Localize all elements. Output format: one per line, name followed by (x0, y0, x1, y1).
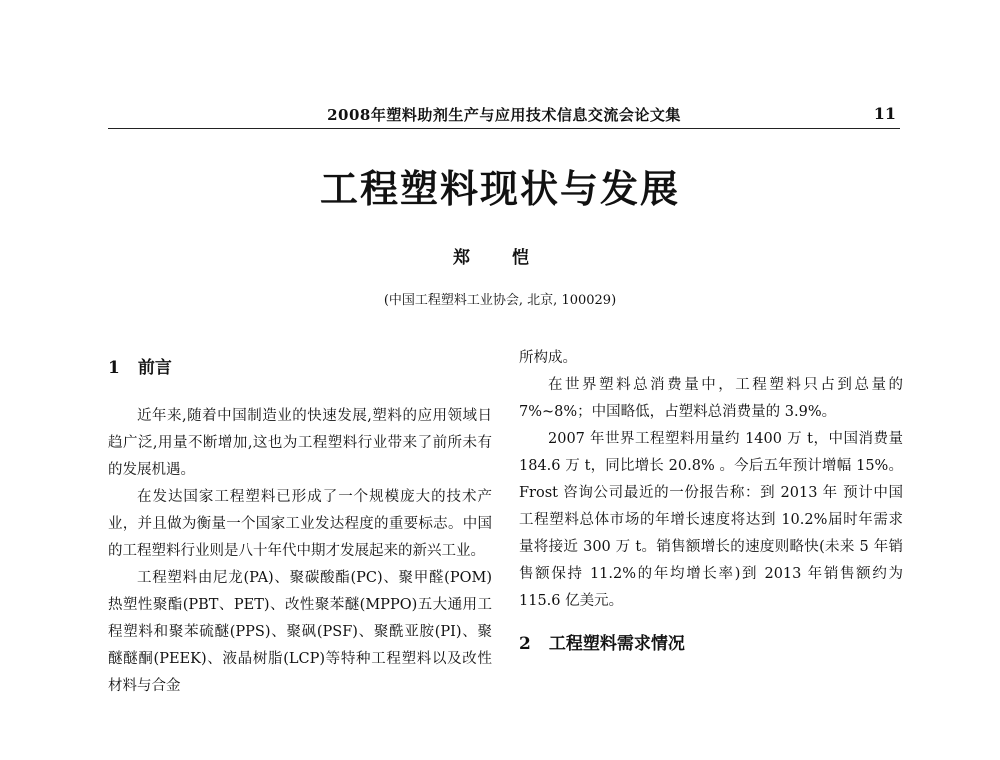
paragraph: 在发达国家工程塑料已形成了一个规模庞大的技术产业，并且做为衡量一个国家工业发达程度的重要标志。中国的工程塑料行业则是八十年代中期才发展起来的新兴工业。 (108, 489, 492, 559)
section-heading-1 (108, 355, 492, 382)
running-header (108, 100, 900, 129)
left-column (108, 345, 492, 700)
page-number: 11 (873, 104, 896, 123)
right-column (519, 345, 903, 658)
author: 郑 恺 (453, 248, 547, 268)
section-heading-2 (519, 631, 903, 658)
section-number: 2 (519, 634, 531, 654)
section-number: 1 (108, 358, 120, 378)
paragraph: 在世界塑料总消费量中，工程塑料只占到总量的 7%~8%；中国略低，占塑料总消费量的 3.9%。 (519, 377, 903, 420)
paragraph: 工程塑料由尼龙(PA)、聚碳酸酯(PC)、聚甲醛(POM)热塑性聚酯(PBT、PET)、改性聚苯醚(MPPO)五大通用工程塑料和聚苯硫醚(PPS)、聚砜(PSF)、聚酰亚胺(PI)、聚醚醚酮(PEEK)、液晶树脂(LCP)等特种工程塑料以及改性材料与合金 (108, 570, 492, 694)
affiliation: (中国工程塑料工业协会, 北京, 100029) (383, 293, 617, 308)
paragraph: 2007 年世界工程塑料用量约 1400 万 t，中国消费量 184.6 万 t，同比增长 20.8% 。今后五年预计增幅 15%。Frost 咨询公司最近的一份报告称：到 2013 年 预计中国工程塑料总体市场的年增长速度将达到 10.2%届时年需求量将接近 300 万 t。销售额增长的速度则略快(未来 5 年销售额保持 11.2%的年均增长率)到 2013 年销售额约为 115.6 亿美元。 (519, 431, 903, 609)
article-title: 工程塑料现状与发展 (319, 166, 680, 211)
running-title: 2008年塑料助剂生产与应用技术信息交流会论文集 (327, 106, 681, 124)
section-title: 前言 (137, 358, 172, 378)
paragraph: 近年来,随着中国制造业的快速发展,塑料的应用领域日趋广泛,用量不断增加,这也为工程塑料行业带来了前所未有的发展机遇。 (108, 408, 492, 478)
paragraph-continuation: 所构成。 (519, 350, 577, 366)
section-title: 工程塑料需求情况 (548, 634, 685, 654)
